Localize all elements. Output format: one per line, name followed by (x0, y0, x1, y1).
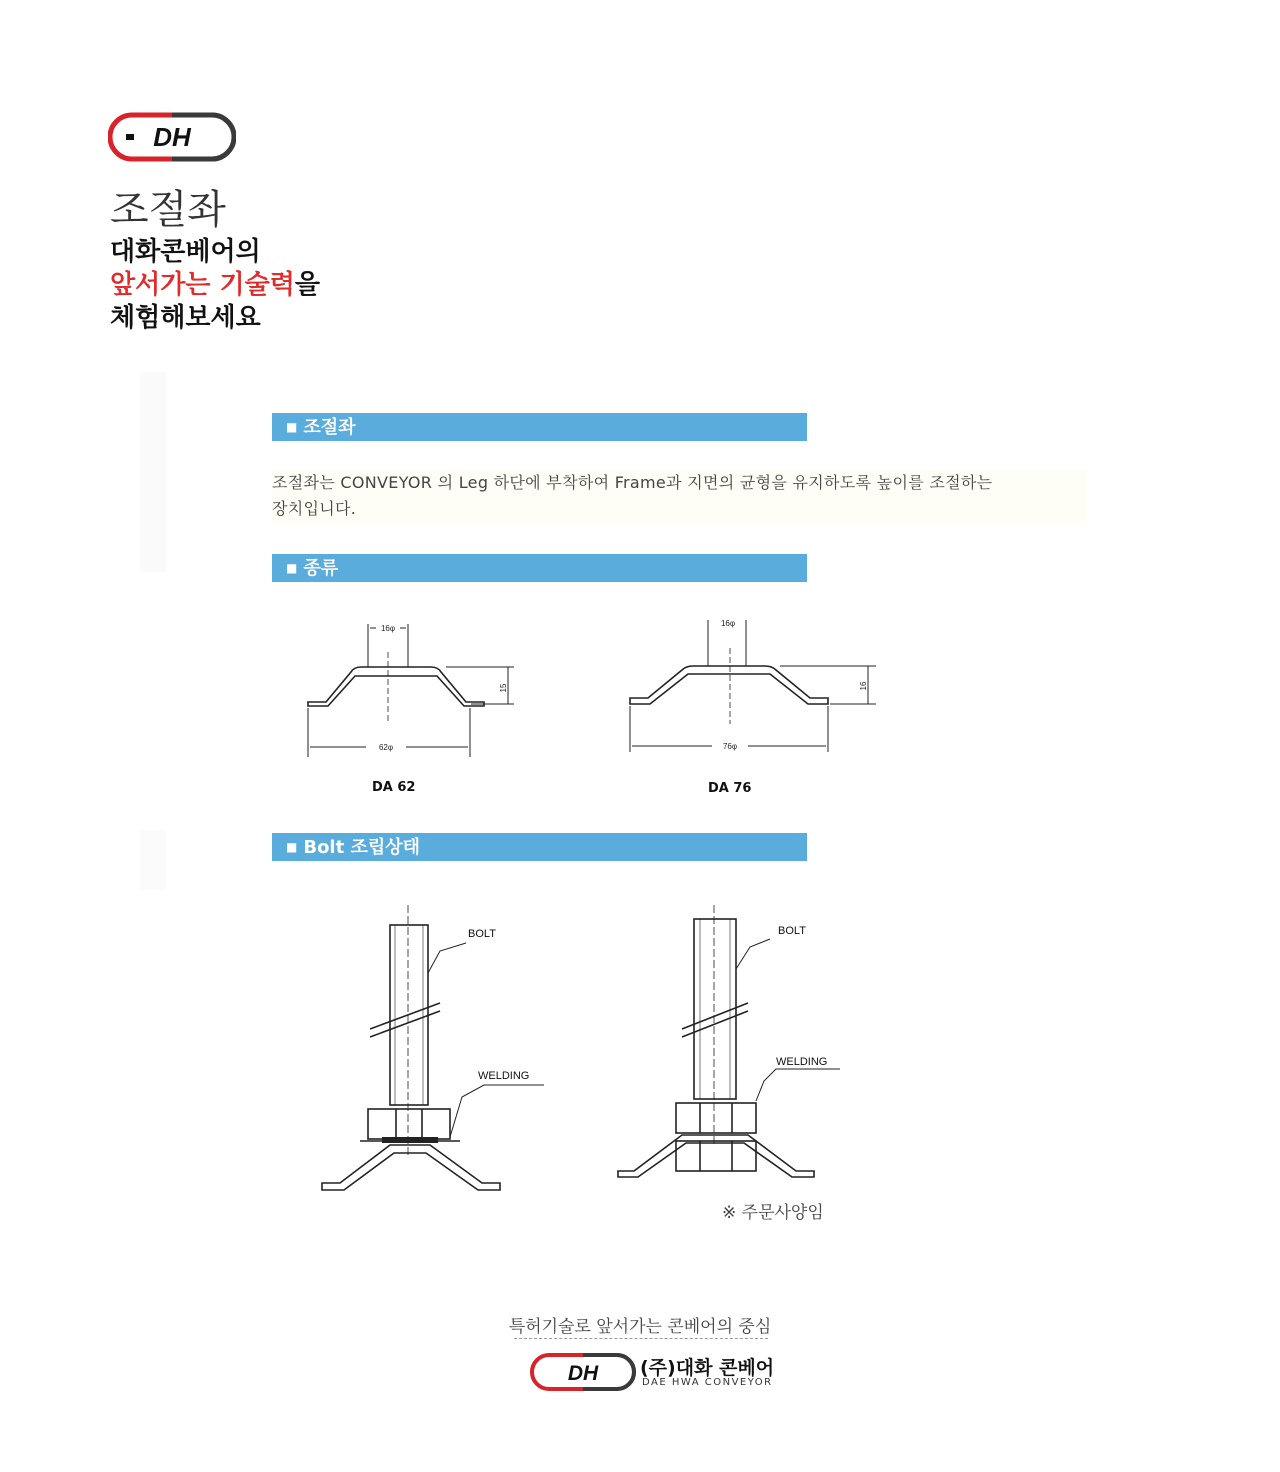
tagline-line2-rest: 을 (294, 270, 320, 300)
welding-label-right: WELDING (776, 1056, 828, 1068)
footer-dh-logo (530, 1352, 636, 1392)
description-line2: 장치입니다. (272, 499, 357, 518)
description-line1: 조절좌는 CONVEYOR 의 Leg 하단에 부착하여 Frame과 지면의 균형을 유지하도록 높이를 조절하는 (272, 473, 993, 492)
page-title: 조절좌 (110, 187, 226, 233)
section-header-types (272, 554, 807, 582)
square-bullet-icon: ■ (286, 420, 298, 434)
bolt-label-left: BOLT (468, 928, 496, 940)
description (272, 470, 1087, 526)
faint-strip (140, 830, 166, 890)
footer-slogan: 특허기술로 앞서가는 콘베어의 중심 (508, 1317, 772, 1337)
dh-logo (108, 112, 236, 162)
square-bullet-icon: ■ (286, 561, 298, 575)
company-name-kr: (주)대화 콘베어 (640, 1357, 775, 1379)
tagline-line3: 체험해보세요 (110, 303, 261, 333)
da76-top-dim: 16φ (720, 619, 736, 628)
tagline (110, 236, 320, 335)
welding-label-left: WELDING (478, 1070, 530, 1082)
caption-da76: DA 76 (708, 781, 752, 796)
tagline-line1: 대화콘베어의 (110, 237, 261, 267)
section-label: 조절좌 (303, 417, 356, 438)
footer-divider (514, 1338, 768, 1339)
square-bullet-icon: ■ (286, 840, 298, 854)
da76-height-dim: 16 (859, 681, 868, 691)
da76-diagram (620, 612, 890, 802)
section-header-adjuster (272, 413, 807, 441)
custom-order-note: ※ 주문사양임 (722, 1203, 824, 1223)
bolt-label-right: BOLT (778, 925, 806, 937)
da62-height-dim: 15 (499, 683, 508, 693)
da62-base-dim: 62φ (378, 743, 394, 752)
tagline-highlight: 앞서가는 기술력 (110, 270, 295, 300)
company-name-en: DAE HWA CONVEYOR (642, 1377, 773, 1388)
footer-logo-text: DH (567, 1362, 599, 1385)
da62-top-dim: 16φ (380, 624, 396, 633)
logo-text: DH (153, 122, 191, 152)
da76-base-dim: 76φ (722, 742, 738, 751)
caption-da62: DA 62 (372, 780, 416, 795)
bolt-assembly-right-diagram (610, 905, 880, 1195)
section-header-bolt-assembly (272, 833, 807, 861)
da62-diagram (296, 612, 536, 802)
faint-strip (140, 372, 166, 572)
tagline-line2 (110, 269, 320, 302)
section-label: Bolt 조립상태 (303, 837, 421, 858)
bolt-assembly-left-diagram (300, 905, 570, 1195)
section-label: 종류 (303, 558, 339, 579)
